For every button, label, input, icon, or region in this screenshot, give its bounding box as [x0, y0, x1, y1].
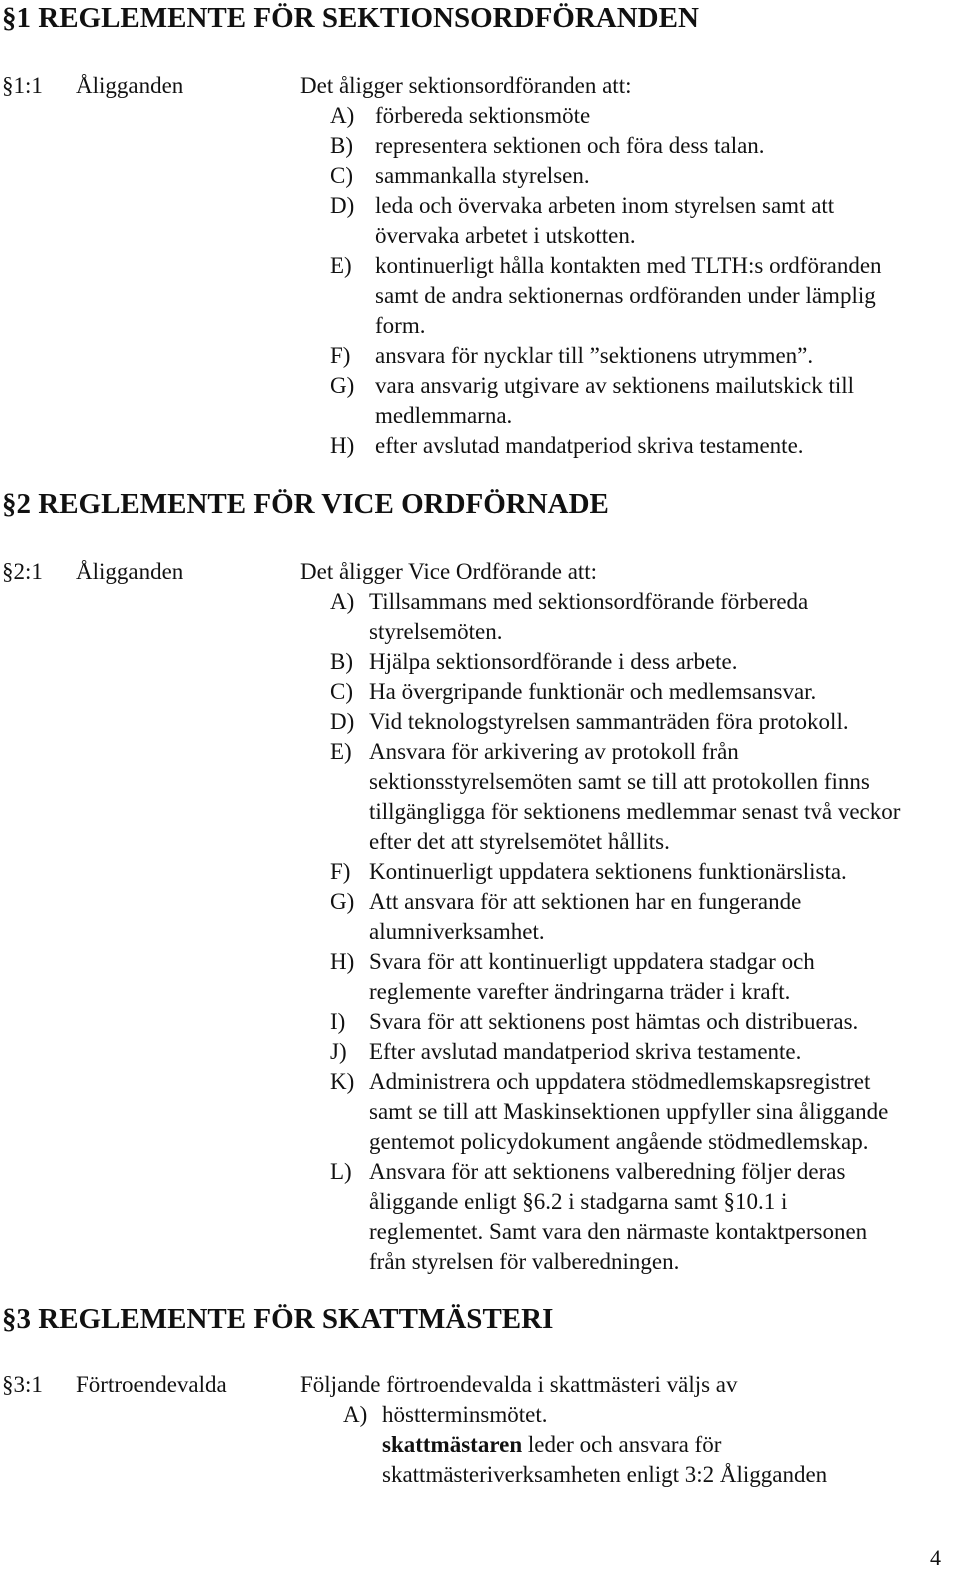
list-item-line: vara ansvarig utgivare av sektionens mailutskick till	[375, 373, 855, 398]
list-item-letter: F)	[330, 343, 351, 368]
list-item-line: samt de andra sektionernas ordföranden under lämplig	[375, 283, 876, 308]
list-item-text	[375, 131, 765, 161]
list-item-letter: F)	[330, 859, 351, 884]
skattmastare-description-line-2: skattmästeriverksamheten enligt 3:2 Åligganden	[382, 1462, 828, 1487]
list-item-letter: D)	[330, 193, 355, 218]
list-item-text	[369, 1007, 858, 1037]
list-item-line: medlemmarna.	[375, 403, 513, 428]
list-item-line: form.	[375, 313, 426, 338]
list-item-letter: C)	[330, 679, 353, 704]
list-item-letter: J)	[330, 1039, 347, 1064]
list-item-text	[369, 1157, 867, 1277]
section-3-1-intro: Följande förtroendevalda i skattmästeri väljs av	[300, 1372, 738, 1397]
list-item-letter: C)	[330, 163, 353, 188]
list-item-text	[369, 1037, 801, 1067]
list-item-line: Ansvara för att sektionens valberedning följer deras	[369, 1159, 846, 1184]
list-item-line: Hjälpa sektionsordförande i dess arbete.	[369, 649, 738, 674]
list-item-text	[369, 737, 900, 857]
list-item-line: åliggande enligt §6.2 i stadgarna samt §10.1 i	[369, 1189, 788, 1214]
list-item-text	[369, 707, 849, 737]
list-item-line: Administrera och uppdatera stödmedlemskapsregistret	[369, 1069, 871, 1094]
list-item-line: Kontinuerligt uppdatera sektionens funktionärslista.	[369, 859, 847, 884]
list-item-text	[369, 587, 808, 647]
section-1-1-intro: Det åligger sektionsordföranden att:	[300, 73, 632, 98]
list-item-line: Vid teknologstyrelsen sammanträden föra protokoll.	[369, 709, 849, 734]
list-item-letter: K)	[330, 1069, 355, 1094]
list-item-letter: E)	[330, 253, 352, 278]
list-item-line: sammankalla styrelsen.	[375, 163, 590, 188]
list-item-line: Svara för att sektionens post hämtas och distribueras.	[369, 1009, 859, 1034]
list-item-line: efter avslutad mandatperiod skriva testamente.	[375, 433, 804, 458]
list-item-letter: G)	[330, 373, 355, 398]
list-item-letter: B)	[330, 133, 353, 158]
list-item-letter: I)	[330, 1009, 346, 1034]
list-item-text	[375, 101, 590, 131]
list-item-line: alumniverksamhet.	[369, 919, 545, 944]
list-item-line: styrelsemöten.	[369, 619, 503, 644]
section-1-1-title: Åligganden	[76, 73, 184, 98]
list-item-letter: D)	[330, 709, 355, 734]
list-item-line: representera sektionen och föra dess talan.	[375, 133, 765, 158]
list-item-line: Att ansvara för att sektionen har en fungerande	[369, 889, 802, 914]
list-item-line: från styrelsen för valberedningen.	[369, 1249, 680, 1274]
page-number: 4	[930, 1545, 941, 1570]
list-item-line: tillgängligga för sektionens medlemmar senast två veckor	[369, 799, 901, 824]
section-2-1-title: Åligganden	[76, 559, 184, 584]
section-2-1-number: §2:1	[2, 559, 43, 584]
list-item-letter: B)	[330, 649, 353, 674]
list-item-text	[369, 677, 816, 707]
skattmastare-term: skattmästaren	[382, 1432, 523, 1457]
list-item-text	[375, 371, 854, 431]
list-item-letter: A)	[330, 589, 355, 614]
list-item-text: höstterminsmötet.	[382, 1402, 548, 1427]
list-item-text	[375, 431, 804, 461]
list-item-text	[369, 887, 801, 947]
list-item-letter: A)	[330, 103, 355, 128]
list-item-line: förbereda sektionsmöte	[375, 103, 591, 128]
list-item-line: Ansvara för arkivering av protokoll från	[369, 739, 739, 764]
list-item-line: Efter avslutad mandatperiod skriva testamente.	[369, 1039, 802, 1064]
list-item-letter: E)	[330, 739, 352, 764]
list-item-line: ansvara för nycklar till ”sektionens utrymmen”.	[375, 343, 814, 368]
list-item-text	[369, 857, 847, 887]
list-item-text	[369, 1067, 888, 1157]
list-item-letter: G)	[330, 889, 355, 914]
list-item-line: Tillsammans med sektionsordförande förbereda	[369, 589, 809, 614]
list-item-letter: H)	[330, 433, 355, 458]
list-item-line: reglemente varefter ändringarna träder i kraft.	[369, 979, 791, 1004]
section-2-heading: §2 REGLEMENTE FÖR VICE ORDFÖRNADE	[2, 488, 609, 520]
list-item-letter: A)	[343, 1402, 368, 1427]
list-item-text	[375, 161, 590, 191]
list-item-line: Svara för att kontinuerligt uppdatera stadgar och	[369, 949, 815, 974]
section-3-1-title: Förtroendevalda	[76, 1372, 227, 1397]
skattmastare-description-rest: leder och ansvara för	[522, 1432, 722, 1457]
list-item-line: reglementet. Samt vara den närmaste kontaktpersonen	[369, 1219, 868, 1244]
section-2-1-intro: Det åligger Vice Ordförande att:	[300, 559, 598, 584]
list-item-line: leda och övervaka arbeten inom styrelsen samt att	[375, 193, 835, 218]
section-1-heading: §1 REGLEMENTE FÖR SEKTIONSORDFÖRANDEN	[2, 2, 699, 34]
section-1-1-number: §1:1	[2, 73, 43, 98]
list-item-line: sektionsstyrelsemöten samt se till att protokollen finns	[369, 769, 870, 794]
skattmastare-description	[382, 1430, 721, 1460]
list-item-line: Ha övergripande funktionär och medlemsansvar.	[369, 679, 817, 704]
section-3-1-number: §3:1	[2, 1372, 43, 1397]
list-item-line: kontinuerligt hålla kontakten med TLTH:s ordföranden	[375, 253, 882, 278]
list-item-line: övervaka arbetet i utskotten.	[375, 223, 636, 248]
list-item-letter: L)	[330, 1159, 352, 1184]
list-item-letter: H)	[330, 949, 355, 974]
list-item-text	[375, 191, 834, 251]
list-item-line: efter det att styrelsemötet hållits.	[369, 829, 670, 854]
list-item-text	[369, 947, 815, 1007]
list-item-line: samt se till att Maskinsektionen uppfyller sina åliggande	[369, 1099, 889, 1124]
list-item-text	[369, 647, 738, 677]
list-item-text	[375, 341, 813, 371]
section-3-heading: §3 REGLEMENTE FÖR SKATTMÄSTERI	[2, 1303, 554, 1335]
list-item-line: gentemot policydokument angående stödmedlemskap.	[369, 1129, 869, 1154]
list-item-text	[375, 251, 882, 341]
